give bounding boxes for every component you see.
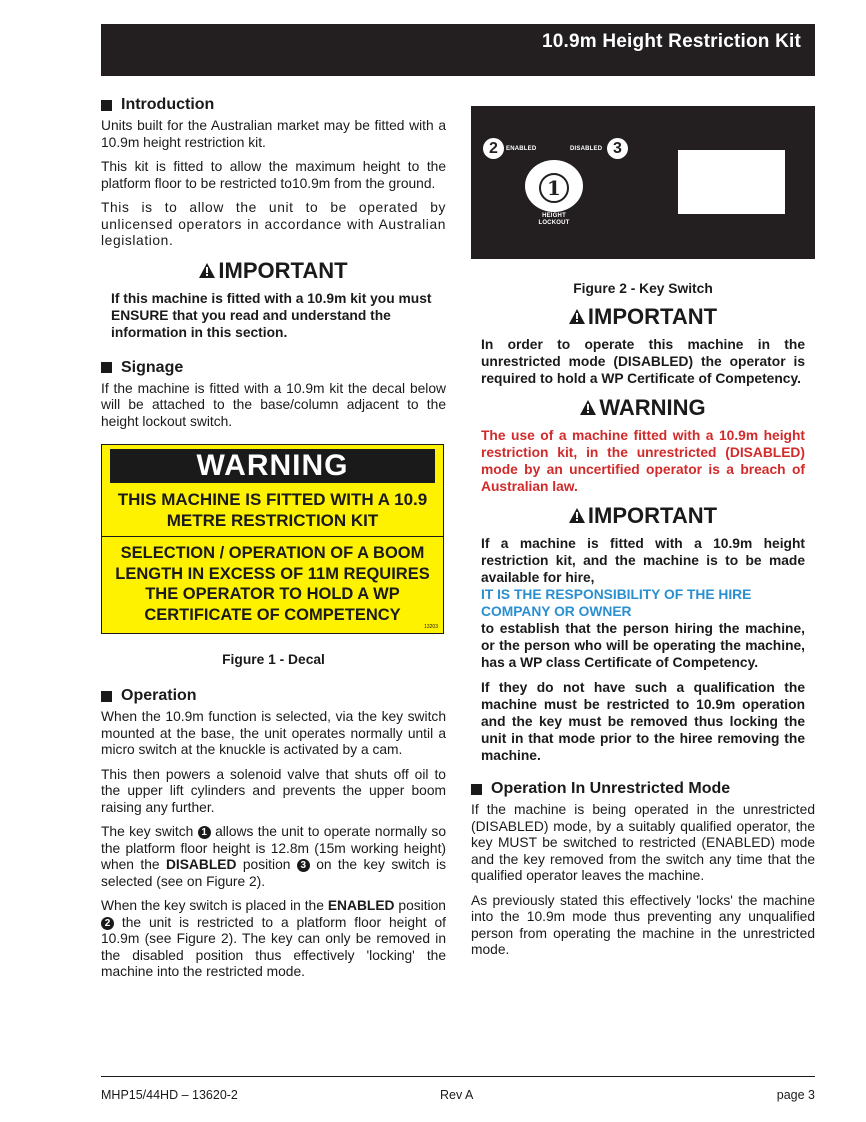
important-heading-2: IMPORTANT bbox=[471, 304, 815, 330]
enabled-number-icon: 2 bbox=[483, 138, 504, 159]
page-title: 10.9m Height Restriction Kit bbox=[542, 31, 801, 52]
square-bullet-icon bbox=[101, 100, 112, 111]
important-text-2: In order to operate this machine in the unrestricted mode (DISABLED) the operator is required to hold a WP Certificate of Competency. bbox=[481, 337, 805, 386]
warning-triangle-icon bbox=[569, 503, 585, 529]
figure-2-caption: Figure 2 - Key Switch bbox=[573, 281, 713, 296]
right-column bbox=[471, 106, 815, 967]
warning-triangle-icon bbox=[580, 395, 596, 421]
important-heading-3: IMPORTANT bbox=[471, 503, 815, 529]
figure-1-caption: Figure 1 - Decal bbox=[222, 652, 325, 667]
unrestricted-paragraph-2: As previously stated this effectively 'locks' the machine into the 10.9m mode thus preventing any unqualified person from operating the machine in the unrestricted mode. bbox=[471, 892, 815, 957]
left-column bbox=[101, 96, 446, 989]
key-lock-icon: 1 bbox=[525, 160, 583, 212]
header-bar bbox=[101, 24, 815, 76]
enabled-label: ENABLED bbox=[506, 146, 537, 152]
decal-line-2: SELECTION / OPERATION OF A BOOM LENGTH IN EXCESS OF 11M REQUIRES THE OPERATOR TO HOLD A WP CERTIFICATE OF COMPETENCY bbox=[115, 544, 430, 624]
intro-paragraph-3: This is to allow the unit to be operated by unlicensed operators in accordance with Australian legislation. bbox=[101, 200, 446, 248]
important-text-3: If a machine is fitted with a 10.9m height restriction kit, and the machine is to be made available for hire, IT IS THE RESPONSIBILITY OF THE HIRE COMPANY OR OWNER to establish that the person hiring the machine, or the person who will be operating the machine, has a WP class Certificate of Competency. If they do not have such a qualification the machine must be restricted to 10.9m operation and the key must be removed thus locking the unit in that mode prior to the hiree removing the machine. bbox=[481, 536, 805, 763]
intro-paragraph-2: This kit is fitted to allow the maximum height to the platform floor to be restricted to10.9m from the ground. bbox=[101, 159, 446, 191]
operation-paragraph-1: When the 10.9m function is selected, via the key switch mounted at the base, the unit operates normally until a micro switch at the knuckle is activated by a cam. bbox=[101, 709, 446, 757]
key-switch-diagram bbox=[471, 106, 815, 259]
operation-paragraph-4: When the key switch is placed in the ENABLED position 2 the unit is restricted to a platform floor height of 10.9m (see Figure 2). The key can only be removed in the disabled position thus effectively 'locking' the machine into the restricted mode. bbox=[101, 898, 446, 979]
footer-page-number: page 3 bbox=[776, 1088, 815, 1102]
decal-code: 13203 bbox=[424, 624, 438, 630]
footer-divider bbox=[101, 1076, 815, 1077]
number-1-icon: 1 bbox=[198, 826, 211, 839]
disabled-number-icon: 3 bbox=[607, 138, 628, 159]
important-heading-1: IMPORTANT bbox=[101, 258, 446, 284]
number-3-icon: 3 bbox=[297, 859, 310, 872]
unrestricted-paragraph-1: If the machine is being operated in the unrestricted (DISABLED) mode, by a suitably qualified operator, the key MUST be switched to restricted (ENABLED) mode and the key removed from the switch any time that the qualified operator leaves the machine. bbox=[471, 802, 815, 883]
height-lockout-label: HEIGHT LOCKOUT bbox=[538, 213, 570, 226]
warning-triangle-icon bbox=[569, 304, 585, 330]
operation-paragraph-3: The key switch 1 allows the unit to operate normally so the platform floor height is 12.8m (15m working height) when the DISABLED position 3 on the key switch is selected (see on Figure 2). bbox=[101, 824, 447, 889]
decal-warning-title: WARNING bbox=[110, 449, 435, 483]
disabled-label: DISABLED bbox=[570, 146, 603, 152]
warning-text: The use of a machine fitted with a 10.9m height restriction kit, in the unrestricted (DISABLED) mode by an uncertified operator is a breach of Australian law. bbox=[481, 428, 805, 494]
warning-heading: WARNING bbox=[471, 395, 815, 421]
signage-heading: Signage bbox=[101, 359, 446, 377]
intro-heading: Introduction bbox=[101, 96, 446, 114]
warning-triangle-icon bbox=[199, 258, 215, 284]
unrestricted-heading: Operation In Unrestricted Mode bbox=[471, 780, 815, 798]
footer-revision: Rev A bbox=[440, 1088, 474, 1102]
number-2-icon: 2 bbox=[101, 917, 114, 930]
hire-company-responsibility: IT IS THE RESPONSIBILITY OF THE HIRE COMPANY OR OWNER bbox=[481, 587, 752, 619]
square-bullet-icon bbox=[101, 362, 112, 373]
signage-paragraph: If the machine is fitted with a 10.9m kit the decal below will be attached to the base/column adjacent to the height lockout switch. bbox=[101, 380, 446, 429]
warning-decal bbox=[101, 444, 444, 634]
operation-paragraph-2: This then powers a solenoid valve that shuts off oil to the upper lift cylinders and prevents the upper boom raising any further. bbox=[101, 766, 446, 815]
operation-heading: Operation bbox=[101, 687, 446, 705]
square-bullet-icon bbox=[101, 691, 112, 702]
footer-doc-code: MHP15/44HD – 13620-2 bbox=[101, 1088, 238, 1102]
decal-line-1: THIS MACHINE IS FITTED WITH A 10.9 METRE RESTRICTION KIT bbox=[102, 483, 443, 537]
square-bullet-icon bbox=[471, 784, 482, 795]
blank-panel bbox=[678, 150, 785, 214]
important-text-1: If this machine is fitted with a 10.9m kit you must ENSURE that you read and understand the information in this section. bbox=[111, 290, 432, 340]
intro-paragraph-1: Units built for the Australian market may be fitted with a 10.9m height restriction kit. bbox=[101, 118, 446, 150]
